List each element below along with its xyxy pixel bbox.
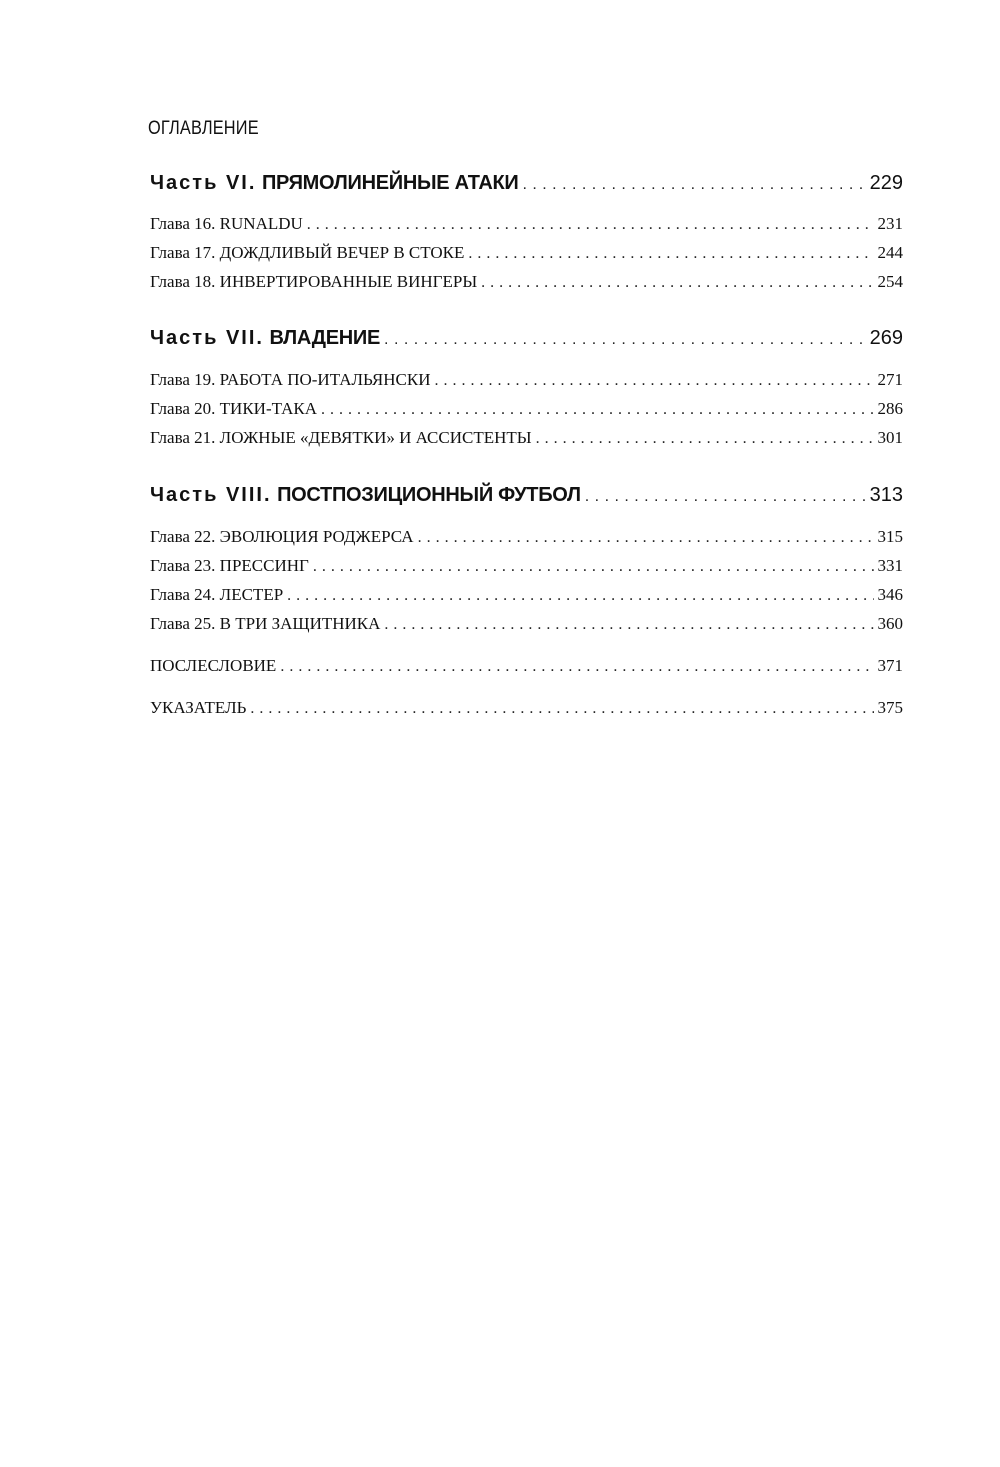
dot-leader bbox=[321, 401, 873, 419]
chapter-title: Глава 25. В ТРИ ЗАЩИТНИКА bbox=[150, 614, 381, 633]
part-number: Часть VII. bbox=[150, 327, 264, 349]
toc-chapter-19[interactable] bbox=[150, 370, 903, 396]
part-title: ПРЯМОЛИНЕЙНЫЕ АТАКИ bbox=[261, 172, 519, 194]
dot-leader bbox=[307, 216, 874, 234]
toc-part-8[interactable] bbox=[150, 484, 903, 514]
page-number: 331 bbox=[877, 556, 903, 575]
part-title: ПОСТПОЗИЦИОННЫЙ ФУТБОЛ bbox=[277, 484, 581, 506]
page-number: 254 bbox=[877, 272, 903, 291]
chapter-title: Глава 20. ТИКИ-ТАКА bbox=[150, 399, 318, 418]
dot-leader bbox=[468, 245, 873, 263]
page-number: 315 bbox=[877, 527, 903, 546]
dot-leader bbox=[585, 488, 866, 506]
chapter-title: Глава 19. РАБОТА ПО-ИТАЛЬЯНСКИ bbox=[150, 370, 431, 389]
dot-leader bbox=[481, 274, 873, 292]
index-title: УКАЗАТЕЛЬ bbox=[150, 698, 247, 717]
toc-part-6[interactable] bbox=[150, 172, 903, 202]
part-number: Часть VIII. bbox=[150, 484, 272, 506]
page-number: 269 bbox=[869, 327, 903, 349]
chapter-title: Глава 17. ДОЖДЛИВЫЙ ВЕЧЕР В СТОКЕ bbox=[150, 243, 465, 262]
page-number: 371 bbox=[877, 656, 903, 675]
page-number: 346 bbox=[877, 585, 903, 604]
toc-index[interactable] bbox=[150, 698, 903, 724]
page-number: 271 bbox=[877, 370, 903, 389]
toc-afterword[interactable] bbox=[150, 656, 903, 682]
chapter-title: Глава 23. ПРЕССИНГ bbox=[150, 556, 309, 575]
dot-leader bbox=[287, 587, 873, 605]
dot-leader bbox=[523, 176, 866, 194]
page-number: 231 bbox=[877, 214, 903, 233]
toc-part-7[interactable] bbox=[150, 327, 903, 357]
toc-chapter-24[interactable] bbox=[150, 585, 903, 611]
chapter-title: Глава 18. ИНВЕРТИРОВАННЫЕ ВИНГЕРЫ bbox=[150, 272, 478, 291]
toc-chapter-20[interactable] bbox=[150, 399, 903, 425]
chapter-title: Глава 16. RUNALDU bbox=[150, 214, 303, 233]
afterword-title: ПОСЛЕСЛОВИЕ bbox=[150, 656, 277, 675]
toc-chapter-16[interactable] bbox=[150, 214, 903, 240]
dot-leader bbox=[536, 430, 874, 448]
page-number: 313 bbox=[869, 484, 903, 506]
toc-chapter-25[interactable] bbox=[150, 614, 903, 640]
part-number: Часть VI. bbox=[150, 172, 257, 194]
toc-chapter-21[interactable] bbox=[150, 428, 903, 454]
part-heading bbox=[150, 484, 581, 507]
dot-leader bbox=[250, 700, 873, 718]
part-heading bbox=[150, 172, 519, 195]
dot-leader bbox=[434, 372, 873, 390]
running-head: ОГЛАВЛЕНИЕ bbox=[148, 118, 259, 139]
chapter-title: Глава 21. ЛОЖНЫЕ «ДЕВЯТКИ» И АССИСТЕНТЫ bbox=[150, 428, 532, 447]
dot-leader bbox=[384, 331, 866, 349]
dot-leader bbox=[280, 658, 873, 676]
dot-leader bbox=[384, 616, 873, 634]
toc-chapter-18[interactable] bbox=[150, 272, 903, 298]
part-title: ВЛАДЕНИЕ bbox=[269, 327, 381, 349]
toc-chapter-17[interactable] bbox=[150, 243, 903, 269]
page-number: 286 bbox=[877, 399, 903, 418]
chapter-title: Глава 22. ЭВОЛЮЦИЯ РОДЖЕРСА bbox=[150, 527, 414, 546]
page-number: 229 bbox=[869, 172, 903, 194]
page-number: 375 bbox=[877, 698, 903, 717]
page-number: 360 bbox=[877, 614, 903, 633]
toc-chapter-22[interactable] bbox=[150, 527, 903, 553]
dot-leader bbox=[418, 529, 874, 547]
page-number: 244 bbox=[877, 243, 903, 262]
page-number: 301 bbox=[877, 428, 903, 447]
dot-leader bbox=[313, 558, 874, 576]
toc-chapter-23[interactable] bbox=[150, 556, 903, 582]
part-heading bbox=[150, 327, 380, 350]
chapter-title: Глава 24. ЛЕСТЕР bbox=[150, 585, 284, 604]
